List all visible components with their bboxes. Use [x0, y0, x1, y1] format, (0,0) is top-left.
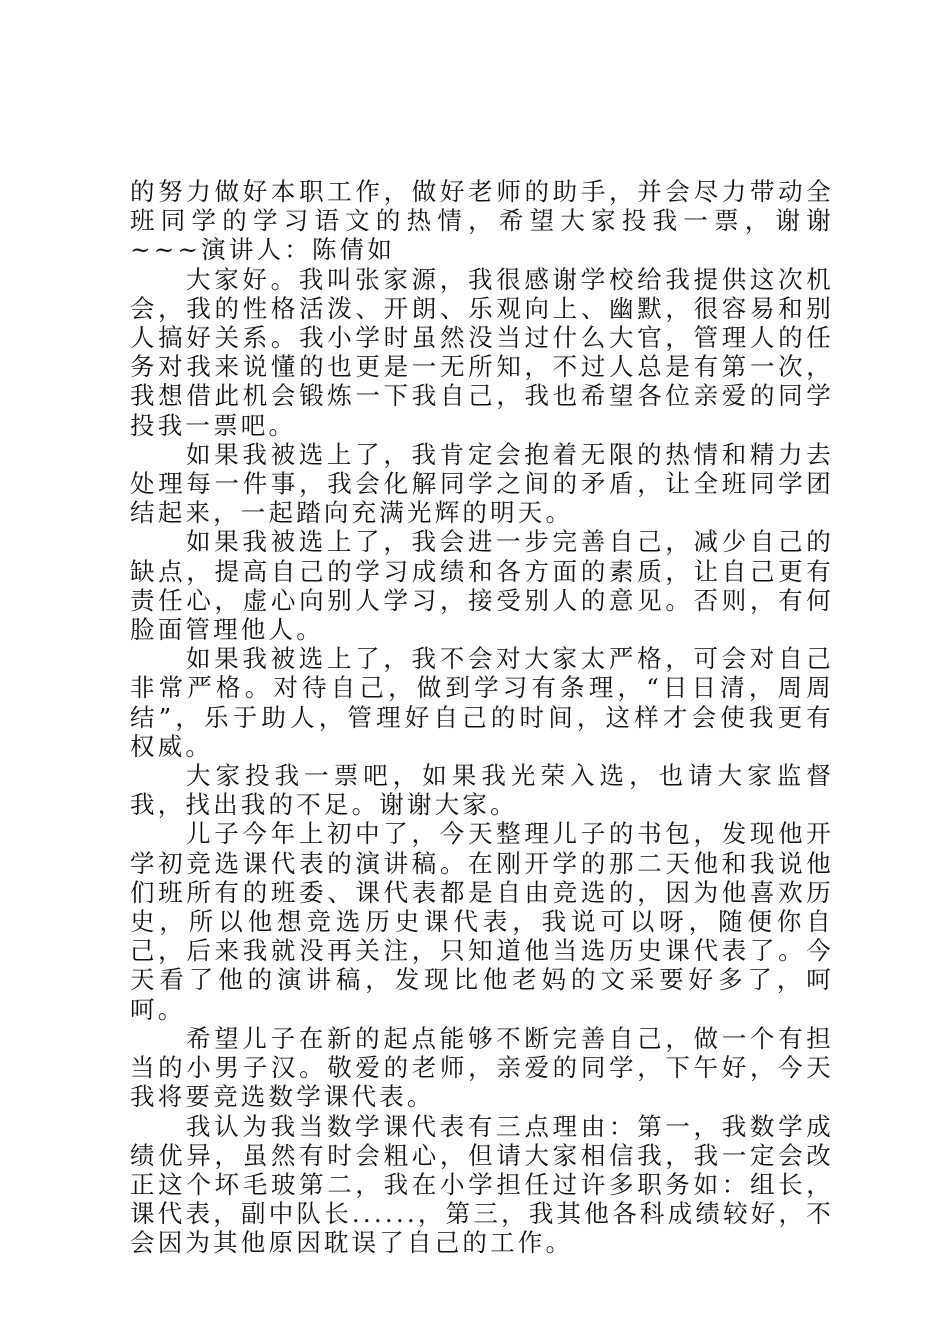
- paragraph: 大家好。我叫张家源，我很感谢学校给我提供这次机会，我的性格活泼、开朗、乐观向上、幽默，很容易和别人搞好关系。我小学时虽然没当过什么大官，管理人的任务对我来说懂的也更是一无所知，不过人总是有第一次，我想借此机会锻炼一下我自己，我也希望各位亲爱的同学投我一票吧。: [130, 264, 834, 440]
- paragraph: 大家投我一票吧，如果我光荣入选，也请大家监督我，找出我的不足。谢谢大家。: [130, 761, 834, 820]
- paragraph: 如果我被选上了，我肯定会抱着无限的热情和精力去处理每一件事，我会化解同学之间的矛盾，让全班同学团结起来，一起踏向充满光辉的明天。: [130, 439, 834, 528]
- paragraph: 如果我被选上了，我不会对大家太严格，可会对自己非常严格。对待自己，做到学习有条理，“日日清，周周结”，乐于助人，管理好自己的时间，这样才会使我更有权威。: [130, 644, 834, 761]
- paragraph: 希望儿子在新的起点能够不断完善自己，做一个有担当的小男子汉。敬爱的老师，亲爱的同学，下午好，今天我将要竞选数学课代表。: [130, 1023, 834, 1112]
- paragraph: 儿子今年上初中了，今天整理儿子的书包，发现他开学初竞选课代表的演讲稿。在刚开学的那二天他和我说他们班所有的班委、课代表都是自由竞选的，因为他喜欢历史，所以他想竞选历史课代表，我说可以呀，随便你自己，后来我就没再关注，只知道他当选历史课代表了。今天看了他的演讲稿，发现比他老妈的文采要好多了，呵呵。: [130, 819, 834, 1024]
- paragraph: 如果我被选上了，我会进一步完善自己，减少自己的缺点，提高自己的学习成绩和各方面的素质，让自己更有责任心，虚心向别人学习，接受别人的意见。否则，有何脸面管理他人。: [130, 527, 834, 645]
- paragraph: 我认为我当数学课代表有三点理由：第一，我数学成绩优异，虽然有时会粗心，但请大家相信我，我一定会改正这个坏毛玻第二，我在小学担任过许多职务如：组长，课代表，副中队长......，第三，我其他各科成绩较好，不会因为其他原因耽误了自己的工作。: [130, 1111, 834, 1258]
- paragraph: 的努力做好本职工作，做好老师的助手，并会尽力带动全班同学的学习语文的热情，希望大家投我一票，谢谢~~~演讲人：陈倩如: [130, 177, 834, 265]
- document-page: [130, 177, 834, 1258]
